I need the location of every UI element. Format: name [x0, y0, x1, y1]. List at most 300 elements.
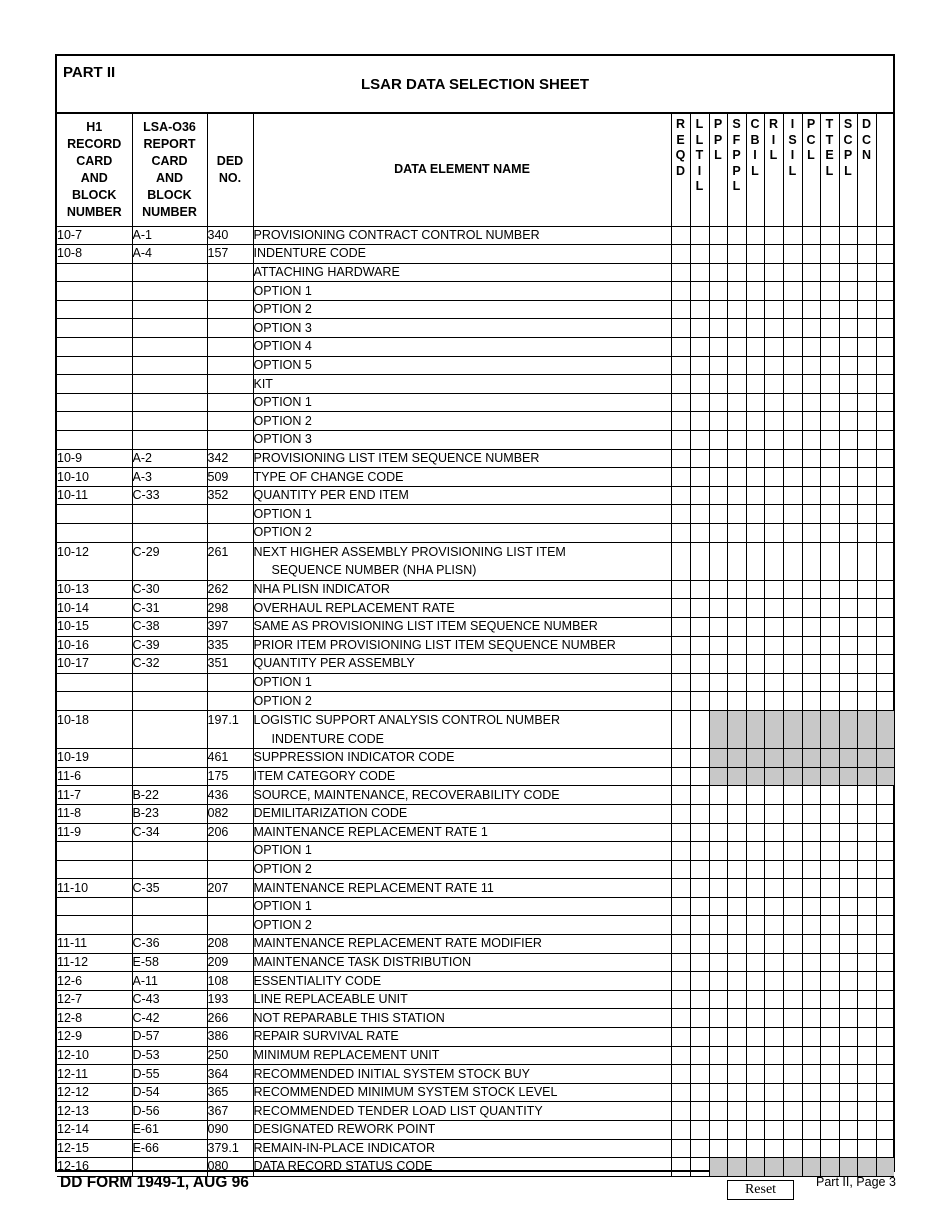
- selection-cell[interactable]: [783, 673, 802, 692]
- selection-cell[interactable]: [802, 804, 820, 823]
- selection-cell[interactable]: [820, 897, 839, 916]
- selection-cell[interactable]: [690, 879, 709, 898]
- selection-cell[interactable]: [802, 897, 820, 916]
- selection-cell[interactable]: [690, 767, 709, 786]
- selection-cell[interactable]: [746, 1121, 764, 1140]
- selection-cell[interactable]: [820, 1102, 839, 1121]
- selection-cell[interactable]: [671, 749, 690, 768]
- selection-cell[interactable]: [783, 1046, 802, 1065]
- selection-cell[interactable]: [876, 319, 894, 338]
- selection-cell[interactable]: [690, 617, 709, 636]
- selection-cell[interactable]: [876, 1028, 894, 1047]
- selection-cell[interactable]: [802, 505, 820, 524]
- selection-cell[interactable]: [857, 524, 876, 543]
- selection-cell[interactable]: [671, 449, 690, 468]
- selection-cell[interactable]: [746, 990, 764, 1009]
- selection-cell[interactable]: [746, 486, 764, 505]
- selection-cell[interactable]: [709, 879, 727, 898]
- selection-cell[interactable]: [764, 897, 783, 916]
- selection-cell[interactable]: [783, 412, 802, 431]
- selection-cell[interactable]: [709, 486, 727, 505]
- selection-cell[interactable]: [671, 972, 690, 991]
- selection-cell[interactable]: [671, 599, 690, 618]
- selection-cell[interactable]: [727, 393, 746, 412]
- selection-cell[interactable]: [764, 599, 783, 618]
- selection-cell[interactable]: [727, 338, 746, 357]
- selection-cell[interactable]: [876, 449, 894, 468]
- selection-cell[interactable]: [820, 542, 839, 580]
- selection-cell[interactable]: [783, 804, 802, 823]
- selection-cell[interactable]: [690, 282, 709, 301]
- selection-cell[interactable]: [857, 617, 876, 636]
- selection-cell[interactable]: [690, 338, 709, 357]
- selection-cell[interactable]: [876, 823, 894, 842]
- selection-cell[interactable]: [802, 1028, 820, 1047]
- selection-cell[interactable]: [746, 1009, 764, 1028]
- selection-cell[interactable]: [857, 338, 876, 357]
- selection-cell[interactable]: [820, 916, 839, 935]
- selection-cell[interactable]: [709, 282, 727, 301]
- selection-cell[interactable]: [802, 1009, 820, 1028]
- selection-cell[interactable]: [857, 655, 876, 674]
- selection-cell[interactable]: [746, 356, 764, 375]
- selection-cell[interactable]: [783, 1139, 802, 1158]
- selection-cell[interactable]: [764, 245, 783, 264]
- selection-cell[interactable]: [802, 300, 820, 319]
- selection-cell[interactable]: [746, 842, 764, 861]
- selection-cell[interactable]: [783, 599, 802, 618]
- selection-cell[interactable]: [709, 1139, 727, 1158]
- selection-cell[interactable]: [727, 412, 746, 431]
- selection-cell[interactable]: [764, 542, 783, 580]
- selection-cell[interactable]: [839, 1065, 857, 1084]
- selection-cell[interactable]: [764, 786, 783, 805]
- selection-cell[interactable]: [857, 263, 876, 282]
- selection-cell[interactable]: [764, 505, 783, 524]
- selection-cell[interactable]: [746, 692, 764, 711]
- selection-cell[interactable]: [746, 375, 764, 394]
- selection-cell[interactable]: [709, 393, 727, 412]
- selection-cell[interactable]: [727, 916, 746, 935]
- selection-cell[interactable]: [857, 1046, 876, 1065]
- selection-cell[interactable]: [876, 524, 894, 543]
- selection-cell[interactable]: [671, 860, 690, 879]
- selection-cell[interactable]: [820, 1046, 839, 1065]
- selection-cell[interactable]: [764, 953, 783, 972]
- selection-cell[interactable]: [802, 356, 820, 375]
- selection-cell[interactable]: [857, 245, 876, 264]
- selection-cell[interactable]: [764, 673, 783, 692]
- selection-cell[interactable]: [746, 636, 764, 655]
- selection-cell[interactable]: [839, 226, 857, 245]
- selection-cell[interactable]: [857, 935, 876, 954]
- selection-cell[interactable]: [764, 338, 783, 357]
- selection-cell[interactable]: [690, 990, 709, 1009]
- selection-cell[interactable]: [764, 842, 783, 861]
- selection-cell[interactable]: [764, 319, 783, 338]
- selection-cell[interactable]: [839, 786, 857, 805]
- selection-cell[interactable]: [839, 524, 857, 543]
- selection-cell[interactable]: [727, 580, 746, 599]
- selection-cell[interactable]: [746, 282, 764, 301]
- selection-cell[interactable]: [709, 860, 727, 879]
- selection-cell[interactable]: [764, 356, 783, 375]
- selection-cell[interactable]: [727, 972, 746, 991]
- selection-cell[interactable]: [802, 1121, 820, 1140]
- selection-cell[interactable]: [876, 617, 894, 636]
- selection-cell[interactable]: [690, 245, 709, 264]
- selection-cell[interactable]: [839, 860, 857, 879]
- selection-cell[interactable]: [802, 226, 820, 245]
- selection-cell[interactable]: [709, 804, 727, 823]
- selection-cell[interactable]: [857, 842, 876, 861]
- selection-cell[interactable]: [727, 1121, 746, 1140]
- selection-cell[interactable]: [727, 245, 746, 264]
- selection-cell[interactable]: [746, 1102, 764, 1121]
- selection-cell[interactable]: [709, 1028, 727, 1047]
- selection-cell[interactable]: [727, 226, 746, 245]
- selection-cell[interactable]: [671, 636, 690, 655]
- selection-cell[interactable]: [839, 245, 857, 264]
- selection-cell[interactable]: [876, 245, 894, 264]
- selection-cell[interactable]: [839, 580, 857, 599]
- selection-cell[interactable]: [802, 375, 820, 394]
- selection-cell[interactable]: [690, 300, 709, 319]
- selection-cell[interactable]: [727, 860, 746, 879]
- selection-cell[interactable]: [802, 617, 820, 636]
- selection-cell[interactable]: [783, 655, 802, 674]
- selection-cell[interactable]: [839, 486, 857, 505]
- selection-cell[interactable]: [709, 1121, 727, 1140]
- selection-cell[interactable]: [671, 505, 690, 524]
- selection-cell[interactable]: [764, 300, 783, 319]
- selection-cell[interactable]: [727, 449, 746, 468]
- selection-cell[interactable]: [764, 1065, 783, 1084]
- selection-cell[interactable]: [783, 1102, 802, 1121]
- reset-button[interactable]: Reset: [727, 1180, 794, 1200]
- selection-cell[interactable]: [857, 542, 876, 580]
- selection-cell[interactable]: [671, 282, 690, 301]
- selection-cell[interactable]: [802, 338, 820, 357]
- selection-cell[interactable]: [671, 412, 690, 431]
- selection-cell[interactable]: [820, 486, 839, 505]
- selection-cell[interactable]: [802, 599, 820, 618]
- selection-cell[interactable]: [746, 673, 764, 692]
- selection-cell[interactable]: [820, 412, 839, 431]
- selection-cell[interactable]: [671, 823, 690, 842]
- selection-cell[interactable]: [857, 1028, 876, 1047]
- selection-cell[interactable]: [690, 319, 709, 338]
- selection-cell[interactable]: [671, 542, 690, 580]
- selection-cell[interactable]: [727, 375, 746, 394]
- selection-cell[interactable]: [802, 486, 820, 505]
- selection-cell[interactable]: [876, 804, 894, 823]
- selection-cell[interactable]: [876, 1121, 894, 1140]
- selection-cell[interactable]: [820, 356, 839, 375]
- selection-cell[interactable]: [876, 1009, 894, 1028]
- selection-cell[interactable]: [764, 692, 783, 711]
- selection-cell[interactable]: [857, 505, 876, 524]
- selection-cell[interactable]: [802, 655, 820, 674]
- selection-cell[interactable]: [820, 935, 839, 954]
- selection-cell[interactable]: [820, 393, 839, 412]
- selection-cell[interactable]: [820, 860, 839, 879]
- selection-cell[interactable]: [876, 338, 894, 357]
- selection-cell[interactable]: [857, 599, 876, 618]
- selection-cell[interactable]: [876, 1046, 894, 1065]
- selection-cell[interactable]: [764, 1121, 783, 1140]
- selection-cell[interactable]: [876, 916, 894, 935]
- selection-cell[interactable]: [671, 617, 690, 636]
- selection-cell[interactable]: [820, 375, 839, 394]
- selection-cell[interactable]: [839, 375, 857, 394]
- selection-cell[interactable]: [783, 468, 802, 487]
- selection-cell[interactable]: [802, 935, 820, 954]
- selection-cell[interactable]: [820, 599, 839, 618]
- selection-cell[interactable]: [746, 468, 764, 487]
- selection-cell[interactable]: [709, 356, 727, 375]
- selection-cell[interactable]: [802, 673, 820, 692]
- selection-cell[interactable]: [709, 524, 727, 543]
- selection-cell[interactable]: [820, 1121, 839, 1140]
- selection-cell[interactable]: [709, 823, 727, 842]
- selection-cell[interactable]: [839, 692, 857, 711]
- selection-cell[interactable]: [727, 673, 746, 692]
- selection-cell[interactable]: [876, 897, 894, 916]
- selection-cell[interactable]: [746, 338, 764, 357]
- selection-cell[interactable]: [727, 1083, 746, 1102]
- selection-cell[interactable]: [727, 431, 746, 450]
- selection-cell[interactable]: [727, 1046, 746, 1065]
- selection-cell[interactable]: [839, 804, 857, 823]
- selection-cell[interactable]: [839, 935, 857, 954]
- selection-cell[interactable]: [746, 1139, 764, 1158]
- selection-cell[interactable]: [820, 449, 839, 468]
- selection-cell[interactable]: [764, 916, 783, 935]
- selection-cell[interactable]: [802, 319, 820, 338]
- selection-cell[interactable]: [783, 226, 802, 245]
- selection-cell[interactable]: [839, 263, 857, 282]
- selection-cell[interactable]: [783, 542, 802, 580]
- selection-cell[interactable]: [820, 505, 839, 524]
- selection-cell[interactable]: [764, 524, 783, 543]
- selection-cell[interactable]: [876, 375, 894, 394]
- selection-cell[interactable]: [876, 1065, 894, 1084]
- selection-cell[interactable]: [690, 1139, 709, 1158]
- selection-cell[interactable]: [746, 599, 764, 618]
- selection-cell[interactable]: [857, 226, 876, 245]
- selection-cell[interactable]: [876, 692, 894, 711]
- selection-cell[interactable]: [876, 842, 894, 861]
- selection-cell[interactable]: [857, 319, 876, 338]
- selection-cell[interactable]: [839, 916, 857, 935]
- selection-cell[interactable]: [746, 655, 764, 674]
- selection-cell[interactable]: [690, 655, 709, 674]
- selection-cell[interactable]: [820, 245, 839, 264]
- selection-cell[interactable]: [746, 300, 764, 319]
- selection-cell[interactable]: [876, 879, 894, 898]
- selection-cell[interactable]: [802, 1046, 820, 1065]
- selection-cell[interactable]: [857, 953, 876, 972]
- selection-cell[interactable]: [690, 692, 709, 711]
- selection-cell[interactable]: [709, 599, 727, 618]
- selection-cell[interactable]: [839, 897, 857, 916]
- selection-cell[interactable]: [746, 449, 764, 468]
- selection-cell[interactable]: [820, 786, 839, 805]
- selection-cell[interactable]: [802, 636, 820, 655]
- selection-cell[interactable]: [746, 897, 764, 916]
- selection-cell[interactable]: [839, 1028, 857, 1047]
- selection-cell[interactable]: [746, 786, 764, 805]
- selection-cell[interactable]: [746, 393, 764, 412]
- selection-cell[interactable]: [783, 860, 802, 879]
- selection-cell[interactable]: [764, 1028, 783, 1047]
- selection-cell[interactable]: [727, 1102, 746, 1121]
- selection-cell[interactable]: [671, 692, 690, 711]
- selection-cell[interactable]: [857, 356, 876, 375]
- selection-cell[interactable]: [802, 1083, 820, 1102]
- selection-cell[interactable]: [802, 580, 820, 599]
- selection-cell[interactable]: [839, 953, 857, 972]
- selection-cell[interactable]: [876, 655, 894, 674]
- selection-cell[interactable]: [820, 1028, 839, 1047]
- selection-cell[interactable]: [746, 823, 764, 842]
- selection-cell[interactable]: [727, 263, 746, 282]
- selection-cell[interactable]: [783, 897, 802, 916]
- selection-cell[interactable]: [727, 599, 746, 618]
- selection-cell[interactable]: [802, 842, 820, 861]
- selection-cell[interactable]: [783, 486, 802, 505]
- selection-cell[interactable]: [764, 486, 783, 505]
- selection-cell[interactable]: [857, 636, 876, 655]
- selection-cell[interactable]: [783, 972, 802, 991]
- selection-cell[interactable]: [857, 673, 876, 692]
- selection-cell[interactable]: [764, 972, 783, 991]
- selection-cell[interactable]: [764, 1046, 783, 1065]
- selection-cell[interactable]: [820, 1139, 839, 1158]
- selection-cell[interactable]: [783, 356, 802, 375]
- selection-cell[interactable]: [671, 655, 690, 674]
- selection-cell[interactable]: [709, 617, 727, 636]
- selection-cell[interactable]: [709, 319, 727, 338]
- selection-cell[interactable]: [876, 393, 894, 412]
- selection-cell[interactable]: [820, 953, 839, 972]
- selection-cell[interactable]: [690, 1083, 709, 1102]
- selection-cell[interactable]: [671, 953, 690, 972]
- selection-cell[interactable]: [783, 431, 802, 450]
- selection-cell[interactable]: [820, 804, 839, 823]
- selection-cell[interactable]: [709, 1102, 727, 1121]
- selection-cell[interactable]: [876, 505, 894, 524]
- selection-cell[interactable]: [764, 449, 783, 468]
- selection-cell[interactable]: [727, 655, 746, 674]
- selection-cell[interactable]: [690, 1102, 709, 1121]
- selection-cell[interactable]: [820, 842, 839, 861]
- selection-cell[interactable]: [857, 412, 876, 431]
- selection-cell[interactable]: [802, 449, 820, 468]
- selection-cell[interactable]: [783, 375, 802, 394]
- selection-cell[interactable]: [690, 505, 709, 524]
- selection-cell[interactable]: [690, 860, 709, 879]
- selection-cell[interactable]: [876, 468, 894, 487]
- selection-cell[interactable]: [857, 823, 876, 842]
- selection-cell[interactable]: [746, 263, 764, 282]
- selection-cell[interactable]: [857, 486, 876, 505]
- selection-cell[interactable]: [839, 1102, 857, 1121]
- selection-cell[interactable]: [671, 916, 690, 935]
- selection-cell[interactable]: [783, 916, 802, 935]
- selection-cell[interactable]: [783, 300, 802, 319]
- selection-cell[interactable]: [857, 786, 876, 805]
- selection-cell[interactable]: [764, 879, 783, 898]
- selection-cell[interactable]: [876, 412, 894, 431]
- selection-cell[interactable]: [820, 617, 839, 636]
- selection-cell[interactable]: [783, 692, 802, 711]
- selection-cell[interactable]: [709, 542, 727, 580]
- selection-cell[interactable]: [709, 412, 727, 431]
- selection-cell[interactable]: [783, 282, 802, 301]
- selection-cell[interactable]: [671, 226, 690, 245]
- selection-cell[interactable]: [709, 1083, 727, 1102]
- selection-cell[interactable]: [746, 319, 764, 338]
- selection-cell[interactable]: [839, 393, 857, 412]
- selection-cell[interactable]: [820, 282, 839, 301]
- selection-cell[interactable]: [820, 319, 839, 338]
- selection-cell[interactable]: [783, 990, 802, 1009]
- selection-cell[interactable]: [746, 1028, 764, 1047]
- selection-cell[interactable]: [671, 1158, 690, 1177]
- selection-cell[interactable]: [690, 449, 709, 468]
- selection-cell[interactable]: [690, 935, 709, 954]
- selection-cell[interactable]: [857, 879, 876, 898]
- selection-cell[interactable]: [727, 786, 746, 805]
- selection-cell[interactable]: [671, 393, 690, 412]
- selection-cell[interactable]: [876, 431, 894, 450]
- selection-cell[interactable]: [709, 1009, 727, 1028]
- selection-cell[interactable]: [820, 990, 839, 1009]
- selection-cell[interactable]: [876, 786, 894, 805]
- selection-cell[interactable]: [876, 263, 894, 282]
- selection-cell[interactable]: [690, 1121, 709, 1140]
- selection-cell[interactable]: [783, 953, 802, 972]
- selection-cell[interactable]: [839, 282, 857, 301]
- selection-cell[interactable]: [727, 1009, 746, 1028]
- selection-cell[interactable]: [820, 226, 839, 245]
- selection-cell[interactable]: [802, 282, 820, 301]
- selection-cell[interactable]: [802, 692, 820, 711]
- selection-cell[interactable]: [764, 617, 783, 636]
- selection-cell[interactable]: [746, 1083, 764, 1102]
- selection-cell[interactable]: [876, 356, 894, 375]
- selection-cell[interactable]: [671, 319, 690, 338]
- selection-cell[interactable]: [764, 282, 783, 301]
- selection-cell[interactable]: [690, 897, 709, 916]
- selection-cell[interactable]: [690, 431, 709, 450]
- selection-cell[interactable]: [857, 393, 876, 412]
- selection-cell[interactable]: [857, 897, 876, 916]
- selection-cell[interactable]: [876, 580, 894, 599]
- selection-cell[interactable]: [802, 412, 820, 431]
- selection-cell[interactable]: [857, 1065, 876, 1084]
- selection-cell[interactable]: [820, 692, 839, 711]
- selection-cell[interactable]: [671, 375, 690, 394]
- selection-cell[interactable]: [690, 1065, 709, 1084]
- selection-cell[interactable]: [783, 580, 802, 599]
- selection-cell[interactable]: [727, 897, 746, 916]
- selection-cell[interactable]: [820, 338, 839, 357]
- selection-cell[interactable]: [783, 1009, 802, 1028]
- selection-cell[interactable]: [802, 524, 820, 543]
